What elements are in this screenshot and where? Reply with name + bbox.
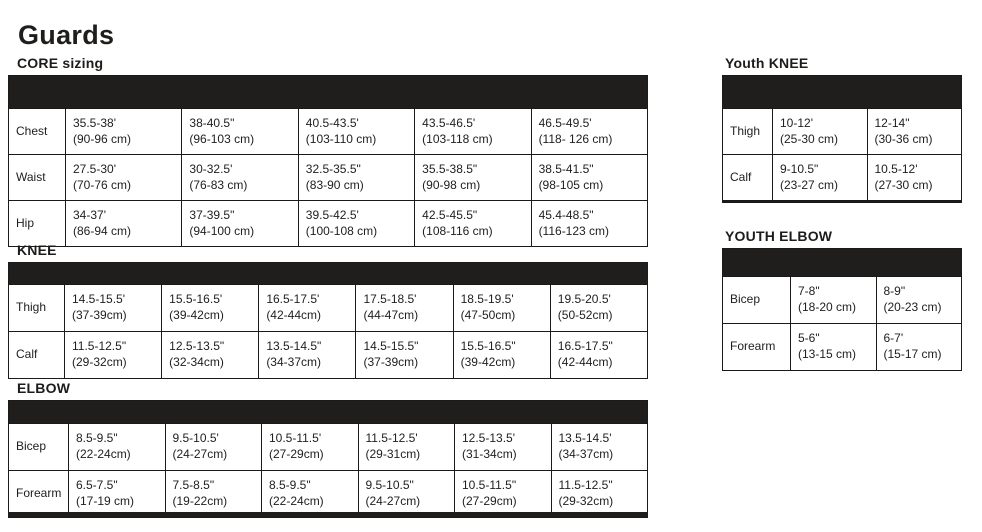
- section-title-elbow: ELBOW: [17, 380, 71, 396]
- size-inches: 38.5-41.5": [538, 161, 594, 176]
- size-cm: (94-100 cm): [189, 223, 255, 238]
- knee-table-container: [8, 262, 648, 379]
- size-cell: [356, 332, 453, 379]
- size-cm: (103-110 cm): [305, 131, 377, 146]
- section-title-youth-knee: Youth KNEE: [725, 55, 809, 71]
- row-label: Calf: [723, 155, 773, 202]
- section-title-youth-elbow: YOUTH ELBOW: [725, 228, 833, 244]
- size-inches: 42.5-45.5": [422, 207, 478, 222]
- size-cell: [876, 277, 962, 324]
- size-cell: [453, 332, 550, 379]
- size-cm: (100-108 cm): [305, 223, 378, 238]
- size-cm: (24-27cm): [365, 494, 421, 508]
- size-cell: [791, 324, 877, 371]
- size-cell: [358, 424, 455, 471]
- size-cm: (31-34cm): [462, 447, 517, 461]
- size-cm: (29-31cm): [365, 447, 421, 461]
- size-inches: 18.5-19.5': [460, 292, 514, 307]
- table-header-bar: [723, 249, 962, 277]
- size-cell: [182, 201, 298, 247]
- size-cm: (44-47cm): [363, 308, 419, 322]
- core-sizing-table: [8, 75, 648, 247]
- size-cell: [165, 424, 262, 471]
- size-cell: [259, 285, 356, 332]
- size-cm: (17-19 cm): [76, 494, 135, 508]
- size-inches: 6-7': [883, 331, 904, 346]
- size-cell: [415, 109, 531, 155]
- size-inches: 13.5-14.5': [558, 431, 612, 446]
- elbow-table-container: [8, 400, 648, 518]
- section-title-knee: KNEE: [17, 242, 57, 258]
- size-cm: (25-30 cm): [780, 131, 839, 146]
- size-cell: [298, 155, 414, 201]
- table-header-bar: [9, 263, 648, 285]
- size-inches: 35.5-38.5": [422, 161, 478, 176]
- size-inches: 13.5-14.5": [266, 339, 322, 354]
- size-cell: [531, 109, 647, 155]
- youth-elbow-table: [722, 248, 962, 371]
- size-inches: 6.5-7.5": [76, 478, 118, 493]
- size-cm: (20-23 cm): [883, 300, 942, 314]
- size-inches: 8.5-9.5": [269, 478, 311, 493]
- size-cell: [162, 285, 259, 332]
- size-inches: 10.5-11.5": [462, 478, 517, 493]
- row-label: Waist: [9, 155, 66, 201]
- size-cell: [415, 155, 531, 201]
- size-inches: 12.5-13.5': [462, 431, 515, 446]
- size-cell: [69, 471, 166, 518]
- youth-knee-table: [722, 75, 962, 203]
- table-row: [723, 324, 962, 371]
- size-cell: [182, 155, 298, 201]
- size-inches: 16.5-17.5': [266, 292, 320, 307]
- size-cm: (39-42cm): [169, 308, 224, 322]
- size-inches: 8-9": [883, 284, 906, 299]
- size-inches: 17.5-18.5': [363, 292, 417, 307]
- size-cell: [262, 424, 359, 471]
- bottom-divider-bar: [8, 512, 648, 517]
- row-label: Bicep: [723, 277, 791, 324]
- size-cm: (29-32cm): [72, 355, 127, 369]
- table-header-bar: [723, 76, 962, 109]
- size-cell: [69, 424, 166, 471]
- size-cm: (76-83 cm): [189, 177, 248, 192]
- table-row: [723, 109, 962, 155]
- core-sizing-table-container: [8, 75, 648, 247]
- size-inches: 7.5-8.5": [172, 478, 215, 493]
- size-inches: 11.5-12.5": [558, 478, 613, 493]
- table-row: [9, 471, 648, 518]
- size-cm: (37-39cm): [72, 308, 127, 322]
- row-label: Chest: [9, 109, 66, 155]
- size-cell: [550, 332, 647, 379]
- size-cell: [867, 155, 962, 202]
- size-cell: [66, 155, 182, 201]
- size-cell: [551, 424, 648, 471]
- size-cm: (27-29cm): [462, 494, 517, 508]
- youth-knee-table-container: [722, 75, 962, 203]
- size-cell: [455, 471, 552, 518]
- row-label: Forearm: [723, 324, 791, 371]
- size-inches: 43.5-46.5': [422, 115, 476, 130]
- size-cm: (90-96 cm): [73, 131, 132, 146]
- table-row: [9, 155, 648, 201]
- table-row: [9, 424, 648, 471]
- size-inches: 15.5-16.5": [460, 339, 516, 354]
- size-inches: 16.5-17.5": [557, 339, 613, 354]
- size-inches: 5-6": [798, 331, 820, 346]
- size-cell: [66, 201, 182, 247]
- size-cell: [876, 324, 962, 371]
- size-cell: [773, 109, 868, 155]
- size-cm: (27-30 cm): [874, 177, 933, 192]
- size-cell: [550, 285, 647, 332]
- row-label: Hip: [9, 201, 66, 247]
- size-cm: (96-103 cm): [189, 131, 255, 146]
- size-cm: (23-27 cm): [780, 177, 839, 192]
- size-cell: [867, 109, 962, 155]
- table-row: [723, 155, 962, 202]
- size-cm: (116-123 cm): [538, 223, 610, 238]
- size-cm: (19-22cm): [172, 494, 228, 508]
- size-inches: 35.5-38': [73, 115, 116, 130]
- size-cm: (42-44cm): [557, 355, 613, 369]
- size-cell: [773, 155, 868, 202]
- size-cm: (86-94 cm): [73, 223, 132, 238]
- size-cm: (47-50cm): [460, 308, 516, 322]
- row-label: Thigh: [9, 285, 65, 332]
- size-inches: 37-39.5": [189, 207, 235, 222]
- size-inches: 45.4-48.5": [538, 207, 594, 222]
- size-cm: (98-105 cm): [538, 177, 604, 192]
- size-cell: [165, 471, 262, 518]
- size-cell: [358, 471, 455, 518]
- size-inches: 14.5-15.5': [72, 292, 125, 307]
- size-cell: [65, 332, 162, 379]
- size-cm: (30-36 cm): [874, 131, 933, 146]
- size-cm: (37-39cm): [363, 355, 419, 369]
- size-cm: (70-76 cm): [73, 177, 132, 192]
- row-label: Forearm: [9, 471, 69, 518]
- size-cm: (13-15 cm): [798, 347, 857, 361]
- size-inches: 32.5-35.5": [305, 161, 361, 176]
- size-cm: (34-37cm): [266, 355, 321, 369]
- size-inches: 10.5-11.5': [269, 431, 322, 446]
- table-row: [9, 201, 648, 247]
- page-title: Guards: [18, 20, 115, 51]
- size-cm: (50-52cm): [557, 308, 613, 322]
- size-inches: 11.5-12.5": [72, 339, 127, 354]
- size-cm: (83-90 cm): [305, 177, 364, 192]
- size-inches: 11.5-12.5': [365, 431, 418, 446]
- row-label: Thigh: [723, 109, 773, 155]
- size-inches: 9.5-10.5': [172, 431, 219, 446]
- size-cell: [182, 109, 298, 155]
- size-cell: [298, 109, 414, 155]
- table-row: [9, 332, 648, 379]
- size-cell: [66, 109, 182, 155]
- size-inches: 12.5-13.5": [169, 339, 225, 354]
- row-label: Bicep: [9, 424, 69, 471]
- section-title-core-sizing: CORE sizing: [17, 55, 104, 71]
- youth-elbow-table-container: [722, 248, 962, 371]
- size-inches: 46.5-49.5': [538, 115, 592, 130]
- size-inches: 30-32.5': [189, 161, 233, 176]
- size-cm: (29-32cm): [558, 494, 614, 508]
- size-cm: (39-42cm): [460, 355, 516, 369]
- size-cell: [531, 155, 647, 201]
- size-inches: 14.5-15.5": [363, 339, 419, 354]
- size-cm: (90-98 cm): [422, 177, 481, 192]
- size-cm: (22-24cm): [269, 494, 324, 508]
- size-cell: [551, 471, 648, 518]
- size-cell: [259, 332, 356, 379]
- size-inches: 38-40.5": [189, 115, 235, 130]
- size-inches: 8.5-9.5": [76, 431, 118, 446]
- table-header-bar: [9, 401, 648, 424]
- size-cm: (24-27cm): [172, 447, 228, 461]
- size-inches: 10-12': [780, 115, 813, 130]
- knee-table: [8, 262, 648, 379]
- elbow-table: [8, 400, 648, 518]
- size-cell: [455, 424, 552, 471]
- size-cell: [298, 201, 414, 247]
- size-cm: (108-116 cm): [422, 223, 493, 238]
- table-row: [9, 109, 648, 155]
- size-cm: (118- 126 cm): [538, 131, 613, 146]
- table-header-bar: [9, 76, 648, 109]
- size-cm: (15-17 cm): [883, 347, 942, 361]
- size-inches: 7-8": [798, 284, 820, 299]
- size-inches: 15.5-16.5': [169, 292, 223, 307]
- size-inches: 10.5-12': [874, 161, 918, 176]
- size-cell: [162, 332, 259, 379]
- size-cm: (103-118 cm): [422, 131, 493, 146]
- size-cm: (22-24cm): [76, 447, 131, 461]
- size-cell: [65, 285, 162, 332]
- table-row: [723, 277, 962, 324]
- size-inches: 9-10.5": [780, 161, 819, 176]
- size-cell: [356, 285, 453, 332]
- size-cm: (34-37cm): [558, 447, 614, 461]
- size-inches: 12-14": [874, 115, 910, 130]
- size-inches: 27.5-30': [73, 161, 116, 176]
- size-inches: 9.5-10.5": [365, 478, 414, 493]
- size-cm: (32-34cm): [169, 355, 224, 369]
- size-cm: (18-20 cm): [798, 300, 857, 314]
- size-inches: 19.5-20.5': [557, 292, 611, 307]
- size-cell: [453, 285, 550, 332]
- table-row: [9, 285, 648, 332]
- size-inches: 40.5-43.5': [305, 115, 359, 130]
- size-cm: (27-29cm): [269, 447, 324, 461]
- row-label: Calf: [9, 332, 65, 379]
- size-cm: (42-44cm): [266, 308, 321, 322]
- size-cell: [531, 201, 647, 247]
- size-inches: 39.5-42.5': [305, 207, 359, 222]
- size-cell: [262, 471, 359, 518]
- size-inches: 34-37': [73, 207, 106, 222]
- size-cell: [415, 201, 531, 247]
- size-cell: [791, 277, 877, 324]
